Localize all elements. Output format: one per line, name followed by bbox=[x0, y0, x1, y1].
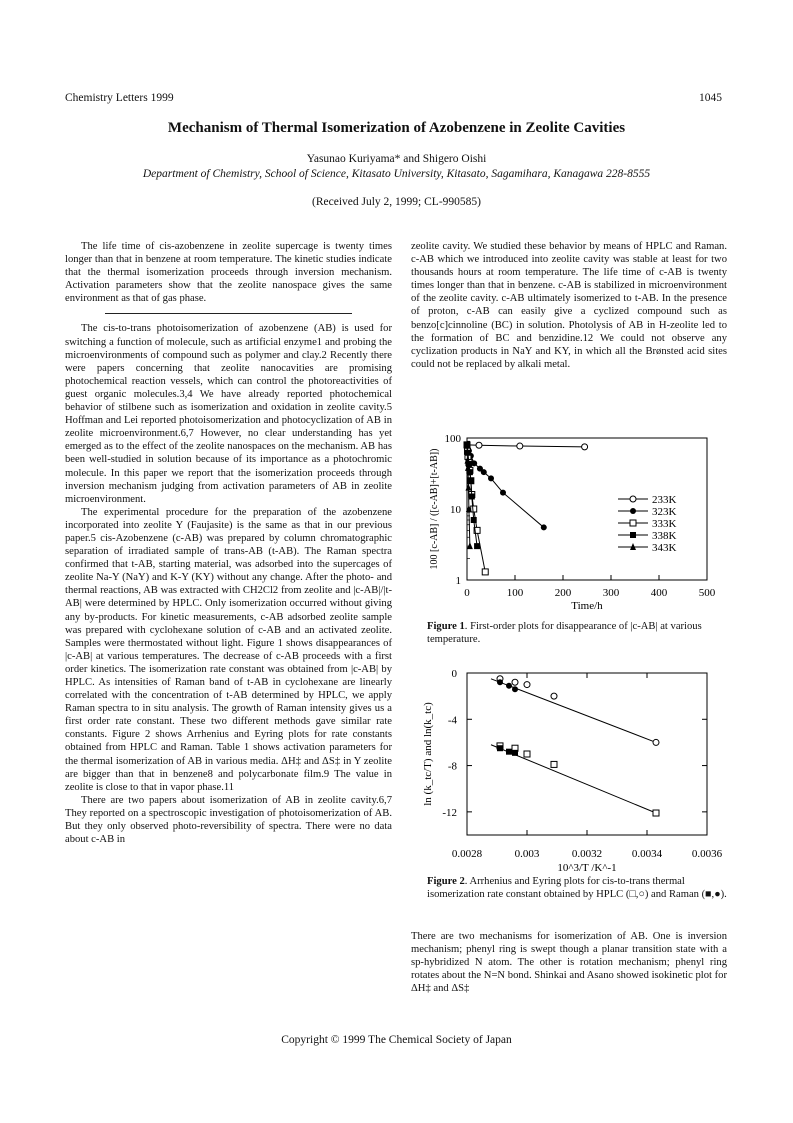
data-point bbox=[524, 751, 530, 757]
data-point bbox=[476, 442, 482, 448]
legend-marker bbox=[630, 532, 636, 538]
legend-marker bbox=[630, 520, 636, 526]
paragraph: zeolite cavity. We studied these behavior by means of HPLC and Raman. c-AB which we introduced into zeolite cavity was stable at least for two thousands hours at room temperature. The life time of c-AB is twenty times longer than that in benzene. c-AB is stabilized in microenvironment of the zeolite cavity. c-AB ultimately isomerized to t-AB. In the presence of proton, c-AB can easily give a cyclized compound such as benzo[c]cinnoline (BC) in solution. Photolysis of AB in H-zeolite led to the formation of BC and benzidine.12 We could not observe any cyclization products in NaY and KY, in which all the Brønsted acid sites could not be replaced by alkali metal. bbox=[411, 241, 727, 370]
x-tick-label: 200 bbox=[554, 587, 572, 599]
series-line bbox=[467, 445, 585, 447]
x-tick-label: 0.0036 bbox=[691, 848, 723, 860]
figure-1-caption bbox=[427, 621, 727, 646]
data-point bbox=[474, 543, 480, 549]
x-axis-label: Time/h bbox=[571, 600, 603, 612]
figure-2-text: . Arrhenius and Eyring plots for cis-to-trans thermal isomerization rate constant obtained by HPLC (□,○) and Raman (■,●). bbox=[427, 876, 727, 900]
data-point bbox=[465, 484, 471, 491]
paragraph: The cis-to-trans photoisomerization of azobenzene (AB) is used for switching a function of molecule, such as artificial enzyme1 and probing the microenvironments of compound such as polymer and clay.2 Recently there were papers concerning that zeolite nanocavities are promising photochemical reaction vessels, which can control the photoreactivities of guest organic molecules.3,4 We have already reported photochemical behavior of stilbene such as isomerization and oxidation in zeolite cavity.5 Hoffman and Lei reported photoisomerization and photocyclization of AB in zeolite microenvironment.6,7 However, no clear understanding has yet emerged as to the effect of the zeolite nanospaces on the mechanism. AB has been well-studied in solution because of its importance as a photochromic molecule. In this paper we report that the isomerization proceeds through inversion mechanism judging from activation parameters of AB in zeolite microenvironment. bbox=[65, 323, 392, 505]
x-tick-label: 0 bbox=[464, 587, 470, 599]
legend-label: 323K bbox=[652, 506, 677, 518]
y-tick-label: 0 bbox=[451, 668, 457, 680]
data-point bbox=[467, 542, 473, 549]
paragraph: There are two mechanisms for isomerization of AB. One is inversion mechanism; phenyl ring is swept though a planar transition state with a sp-hybridized N atom. The other is rotation mechanism; phenyl ring rotates about the N=N bond. Shinkai and Asano showed isokinetic plot for ΔH‡ and ΔS‡ bbox=[411, 931, 727, 995]
data-point bbox=[653, 739, 659, 745]
data-point bbox=[541, 524, 547, 530]
figure-2-caption bbox=[427, 876, 727, 901]
x-tick-label: 300 bbox=[602, 587, 620, 599]
data-point bbox=[469, 493, 475, 499]
series-line bbox=[467, 445, 544, 528]
data-point bbox=[582, 444, 588, 450]
legend-marker bbox=[630, 508, 636, 514]
figure-1-chart bbox=[405, 400, 730, 618]
affiliation: Department of Chemistry, School of Science, Kitasato University, Kitasato, Sagamihara, Kanagawa 228-8555 bbox=[142, 168, 651, 180]
data-point bbox=[653, 810, 659, 816]
x-tick-label: 0.003 bbox=[514, 848, 540, 860]
abstract-divider bbox=[105, 313, 352, 314]
figure-2-chart bbox=[405, 665, 730, 875]
abstract: The life time of cis-azobenzene in zeolite supercage is twenty times longer than that in benzene at room temperature. The kinetic studies indicate that the thermal isomerization proceeds through inversion mechanism. Activation parameters show that the zeolite nanospace gives the same environment as that of gas phase. bbox=[65, 241, 392, 305]
y-tick-label: -8 bbox=[447, 760, 457, 773]
legend-marker bbox=[630, 496, 636, 502]
legend-label: 233K bbox=[652, 494, 677, 506]
plot-frame bbox=[467, 673, 707, 835]
legend-label: 333K bbox=[652, 518, 677, 530]
x-axis-label: 10^3/T /K^-1 bbox=[557, 862, 617, 874]
paragraph: There are two papers about isomerization of AB in zeolite cavity.6,7 They reported on a spectroscopic investigation of photoisomerization of AB. But they only observed photo-reversibility of spectra. There were no data about c-AB in bbox=[65, 794, 392, 846]
x-tick-label: 0.0034 bbox=[631, 848, 663, 860]
y-axis-label: 100 [c-AB] / ([c-AB]+[t-AB]) bbox=[429, 448, 440, 570]
data-point bbox=[551, 693, 557, 699]
data-point bbox=[551, 761, 557, 767]
page-number: 1045 bbox=[699, 92, 722, 104]
paper-title: Mechanism of Thermal Isomerization of Azobenzene in Zeolite Cavities bbox=[167, 120, 626, 136]
x-tick-label: 100 bbox=[506, 587, 524, 599]
x-tick-label: 0.0028 bbox=[451, 848, 483, 860]
y-axis-label: ln (k_tc/T) and ln(k_tc) bbox=[422, 702, 434, 806]
data-point bbox=[482, 569, 488, 575]
figure-2-label: Figure 2 bbox=[427, 876, 465, 887]
data-point bbox=[512, 679, 518, 685]
received-date: (Received July 2, 1999; CL-990585) bbox=[312, 196, 481, 208]
data-point bbox=[481, 469, 487, 475]
data-point bbox=[517, 443, 523, 449]
y-tick-label: 100 bbox=[444, 433, 461, 445]
legend-label: 343K bbox=[652, 542, 677, 554]
right-column-bottom bbox=[411, 930, 727, 995]
data-point bbox=[506, 683, 512, 689]
x-tick-label: 400 bbox=[650, 587, 668, 599]
data-point bbox=[524, 682, 530, 688]
data-point bbox=[497, 679, 503, 685]
data-point bbox=[512, 750, 518, 756]
figure-1-label: Figure 1 bbox=[427, 621, 465, 632]
figure-1-text: . First-order plots for disappearance of |c-AB| at various temperature. bbox=[427, 621, 702, 645]
data-point bbox=[471, 506, 477, 512]
data-point bbox=[512, 686, 518, 692]
y-tick-label: -12 bbox=[442, 806, 457, 819]
authors: Yasunao Kuriyama* and Shigero Oishi bbox=[306, 153, 487, 165]
right-column-top bbox=[411, 240, 727, 371]
legend-label: 338K bbox=[652, 530, 677, 542]
data-point bbox=[471, 517, 477, 523]
data-point bbox=[506, 749, 512, 755]
data-point bbox=[500, 490, 506, 496]
data-point bbox=[465, 450, 471, 456]
data-point bbox=[497, 745, 503, 751]
y-tick-label: 10 bbox=[450, 504, 461, 516]
left-column bbox=[65, 240, 392, 846]
y-tick-label: 1 bbox=[455, 575, 461, 587]
copyright-footer: Copyright © 1999 The Chemical Society of Japan bbox=[281, 1034, 512, 1046]
journal-name: Chemistry Letters 1999 bbox=[65, 92, 174, 104]
x-tick-label: 500 bbox=[698, 587, 716, 599]
y-tick-label: -4 bbox=[447, 714, 457, 727]
data-point bbox=[488, 475, 494, 481]
paragraph: The experimental procedure for the preparation of the azobenzene incorporated into zeolite Y (Faujasite) is the same as that in our previous paper.5 cis-Azobenzene (c-AB) was prepared by column chromatographic separation of irradiated sample of trans-AB (t-AB). The Raman spectra confirmed that t-AB, starting material, was adsorbed into the supercages of zeolite Na-Y (NaY) and K-Y (KY) without any change. After the photo- and thermal reactions, AB was extracted with CH2Cl2 from zeolite and |c-AB|/|t-AB| were determined by HPLC. Only isomerization occurred without giving any by-products. For kinetic measurements, c-AB adsorbed zeolite sample was prepared with cyclohexane solution of c-AB and an activated zeolite. Samples were thermostated without light. Figure 1 shows disappearances of |c-AB| at various temperatures. The decrease of c-AB proceeds with a first order kinetics. The isomerization rate constant was obtained from |c-AB| by HPLC. As intensities of Raman band of t-AB in cyclohexane are linearly correlated with the concentration of t-AB determined by HPLC, we apply Raman spectra to in situ analysis. The growth of Raman intensity gives us a first order rate constant. These two different methods gave similar rate constants. Figure 2 shows Arrhenius and Eyring plots for rate constants obtained from HPLC and Raman. Table 1 shows activation parameters for the thermal isomerization of AB in various media. ΔH‡ and ΔS‡ in Y zeolite are bigger than that in benzene8 and polycarbonate film.9 The value in zeolite is close to that in vapor phase.11 bbox=[65, 506, 392, 793]
x-tick-label: 0.0032 bbox=[571, 848, 603, 860]
